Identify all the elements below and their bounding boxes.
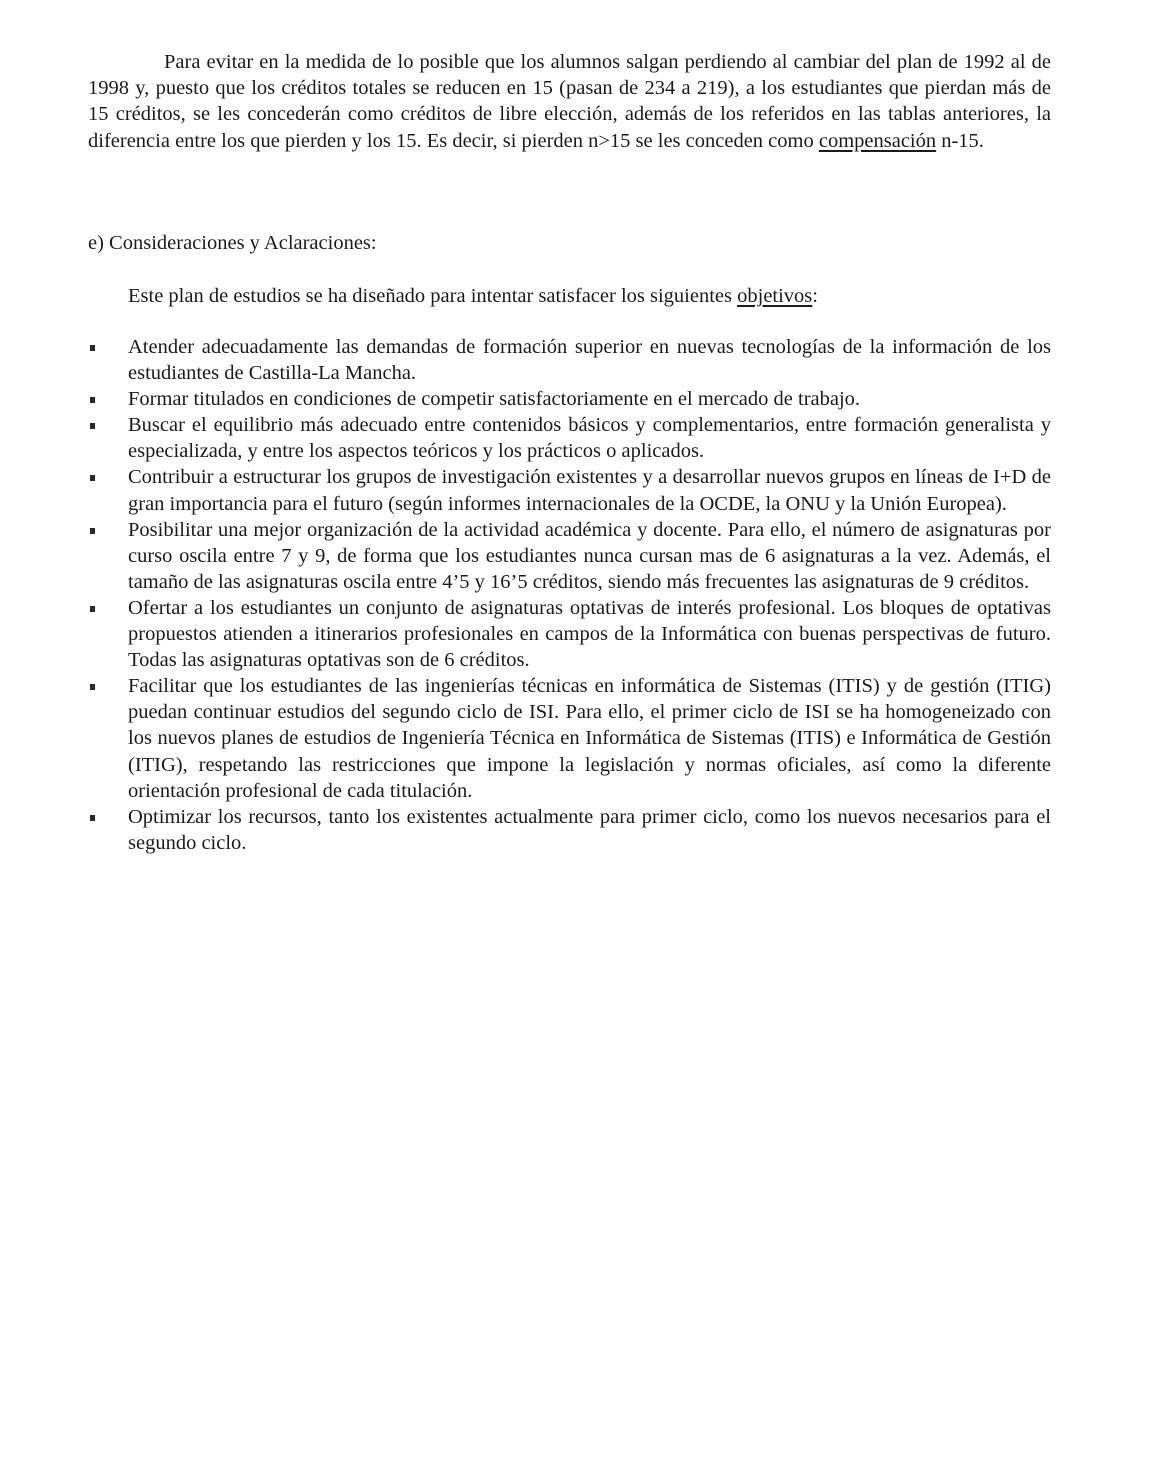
intro-text-end: n-15. [936,129,984,152]
bullet-icon [90,423,95,429]
objetivos-underlined-term: objetivos [737,285,813,307]
bullet-icon [90,397,95,403]
list-item-text: Contribuir a estructurar los grupos de investigación existentes y a desarrollar nuevos grupos en líneas de I+D de gran importancia para el futuro (según informes internacionales de la OCDE, la ONU y la Unión Europea). [128,466,1051,515]
section-heading: e) Consideraciones y Aclaraciones: [88,232,377,254]
bullet-icon [90,345,95,351]
bullet-icon [90,475,95,481]
bullet-icon [90,606,95,612]
list-item [88,595,1051,673]
list-item-text: Formar titulados en condiciones de competir satisfactoriamente en el mercado de trabajo. [128,388,861,411]
list-item [88,412,1051,464]
compensacion-underlined-term: compensación [818,129,937,152]
list-item-text: Posibilitar una mejor organización de la actividad académica y docente. Para ello, el número de asignaturas por curso oscila entre 7 y 9, de forma que los estudiantes nunca cursan mas de 6 asignaturas a la vez. Además, el tamaño de las asignaturas oscila entre 4’5 y 16’5 créditos, siendo más frecuentes las asignaturas de 9 créditos. [128,518,1051,593]
bullet-icon [90,684,95,690]
list-item-text: Optimizar los recursos, tanto los existentes actualmente para primer ciclo, como los nuevos necesarios para el segundo ciclo. [128,805,1051,854]
objectives-intro-colon: : [812,285,818,307]
list-item-text: Facilitar que los estudiantes de las ingenierías técnicas en informática de Sistemas (ITIS) y de gestión (ITIG) puedan continuar estudios del segundo ciclo de ISI. Para ello, el primer ciclo de ISI se ha homogeneizado con los nuevos planes de estudios de Ingeniería Técnica en Informática de Sistemas (ITIS) e Informática de Gestión (ITIG), respetando las restricciones que impone la legislación y normas oficiales, así como la diferente orientación profesional de cada titulación. [128,675,1051,802]
objectives-list [88,334,1051,856]
list-item-text: Ofertar a los estudiantes un conjunto de asignaturas optativas de interés profesional. Los bloques de optativas propuestos atienden a itinerarios profesionales en campos de la Informática con buenas perspectivas de futuro. Todas las asignaturas optativas son de 6 créditos. [128,596,1051,672]
objectives-intro [128,283,818,309]
bullet-icon [90,528,95,534]
list-item [88,517,1051,595]
list-item-text: Atender adecuadamente las demandas de formación superior en nuevas tecnologías de la información de los estudiantes de Castilla-La Mancha. [128,336,1051,385]
list-item [88,804,1051,856]
list-item [88,386,1051,412]
intro-paragraph [88,49,1051,154]
list-item-text: Buscar el equilibrio más adecuado entre contenidos básicos y complementarios, entre formación generalista y especializada, y entre los aspectos teóricos y los prácticos o aplicados. [128,414,1051,463]
list-item [88,334,1051,386]
list-item [88,464,1051,516]
list-item [88,673,1051,803]
intro-text: Para evitar en la medida de lo posible que los alumnos salgan perdiendo al cambiar del plan de 1992 al de 1998 y, puesto que los créditos totales se reducen en 15 (pasan de 234 a 219), a los estudiantes que pierdan más de 15 créditos, se les concederán como créditos de libre elección, además de los referidos en las tablas anteriores, la diferencia entre los que pierden y los 15. Es decir, si pierden n>15 se les conceden como [88,51,1051,152]
objectives-intro-text: Este plan de estudios se ha diseñado para intentar satisfacer los siguientes [128,285,738,307]
bullet-icon [90,815,95,821]
